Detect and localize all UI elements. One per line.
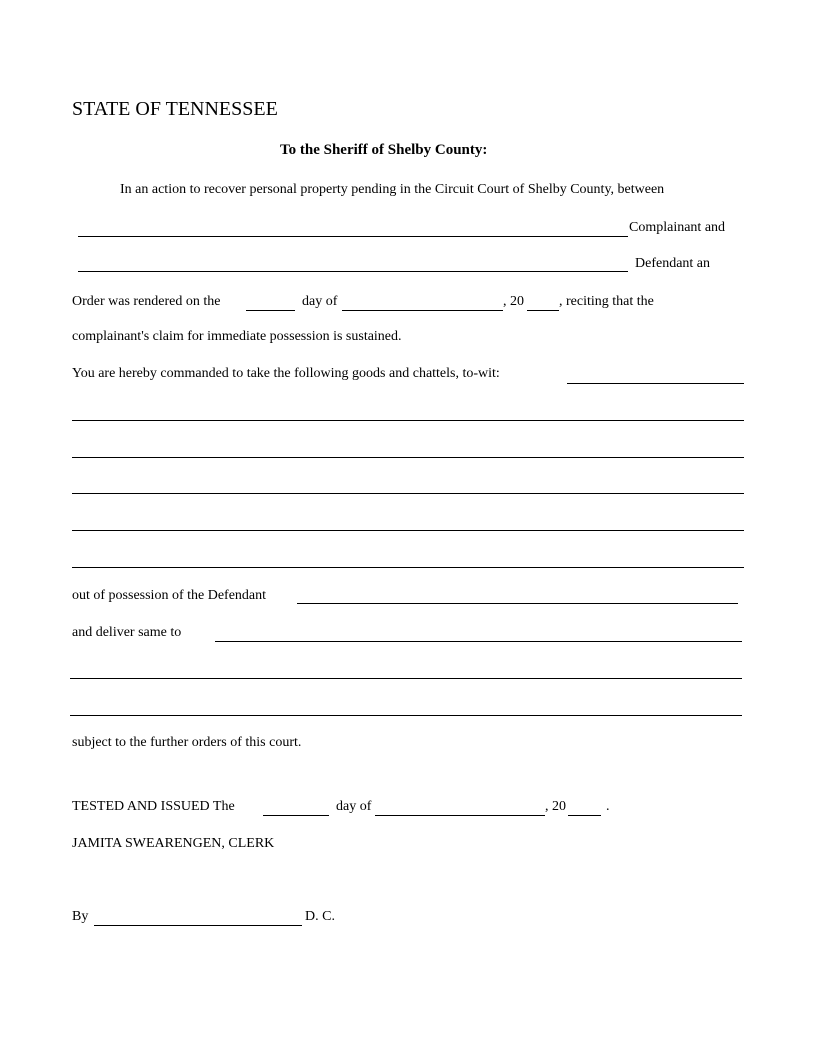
issued-period: . (606, 799, 610, 814)
goods-line-6[interactable] (72, 567, 744, 568)
by-label: By (72, 909, 89, 924)
order-day-line[interactable] (246, 310, 295, 311)
goods-line-4[interactable] (72, 493, 744, 494)
deliver-to-text: and deliver same to (72, 625, 182, 640)
order-day-of-text: day of (302, 294, 338, 309)
out-of-possession-text: out of possession of the Defendant (72, 588, 267, 603)
goods-line-1[interactable] (567, 383, 744, 384)
dc-label: D. C. (305, 909, 335, 924)
issued-year-line[interactable] (568, 815, 601, 816)
order-month-line[interactable] (342, 310, 503, 311)
subject-to-text: subject to the further orders of this court. (72, 735, 302, 750)
reciting-text: , reciting that the (559, 294, 654, 309)
deliver-to-line-1[interactable] (215, 641, 742, 642)
issued-year-prefix: , 20 (545, 799, 566, 814)
issued-day-line[interactable] (263, 815, 329, 816)
state-heading: STATE OF TENNESSEE (72, 98, 278, 120)
complainant-name-line[interactable] (78, 236, 628, 237)
order-rendered-text: Order was rendered on the (72, 294, 221, 309)
order-year-prefix: , 20 (503, 294, 524, 309)
claim-sustained-text: complainant's claim for immediate possession is sustained. (72, 329, 402, 344)
goods-line-3[interactable] (72, 457, 744, 458)
tested-issued-text: TESTED AND ISSUED The (72, 799, 235, 814)
defendant-label: Defendant an (635, 256, 711, 271)
intro-text: In an action to recover personal property pending in the Circuit Court of Shelby County, between (120, 182, 665, 197)
order-year-line[interactable] (527, 310, 559, 311)
complainant-label: Complainant and (629, 220, 726, 235)
clerk-name: JAMITA SWEARENGEN, CLERK (72, 836, 275, 851)
goods-line-5[interactable] (72, 530, 744, 531)
deputy-clerk-signature-line[interactable] (94, 925, 302, 926)
defendant-possession-line[interactable] (297, 603, 738, 604)
defendant-name-line[interactable] (78, 271, 628, 272)
deliver-to-line-2[interactable] (70, 678, 742, 679)
goods-line-2[interactable] (72, 420, 744, 421)
issued-day-of-text: day of (336, 799, 372, 814)
addressee-heading: To the Sheriff of Shelby County: (280, 142, 488, 158)
deliver-to-line-3[interactable] (70, 715, 742, 716)
commanded-text: You are hereby commanded to take the following goods and chattels, to-wit: (72, 366, 500, 381)
issued-month-line[interactable] (375, 815, 545, 816)
